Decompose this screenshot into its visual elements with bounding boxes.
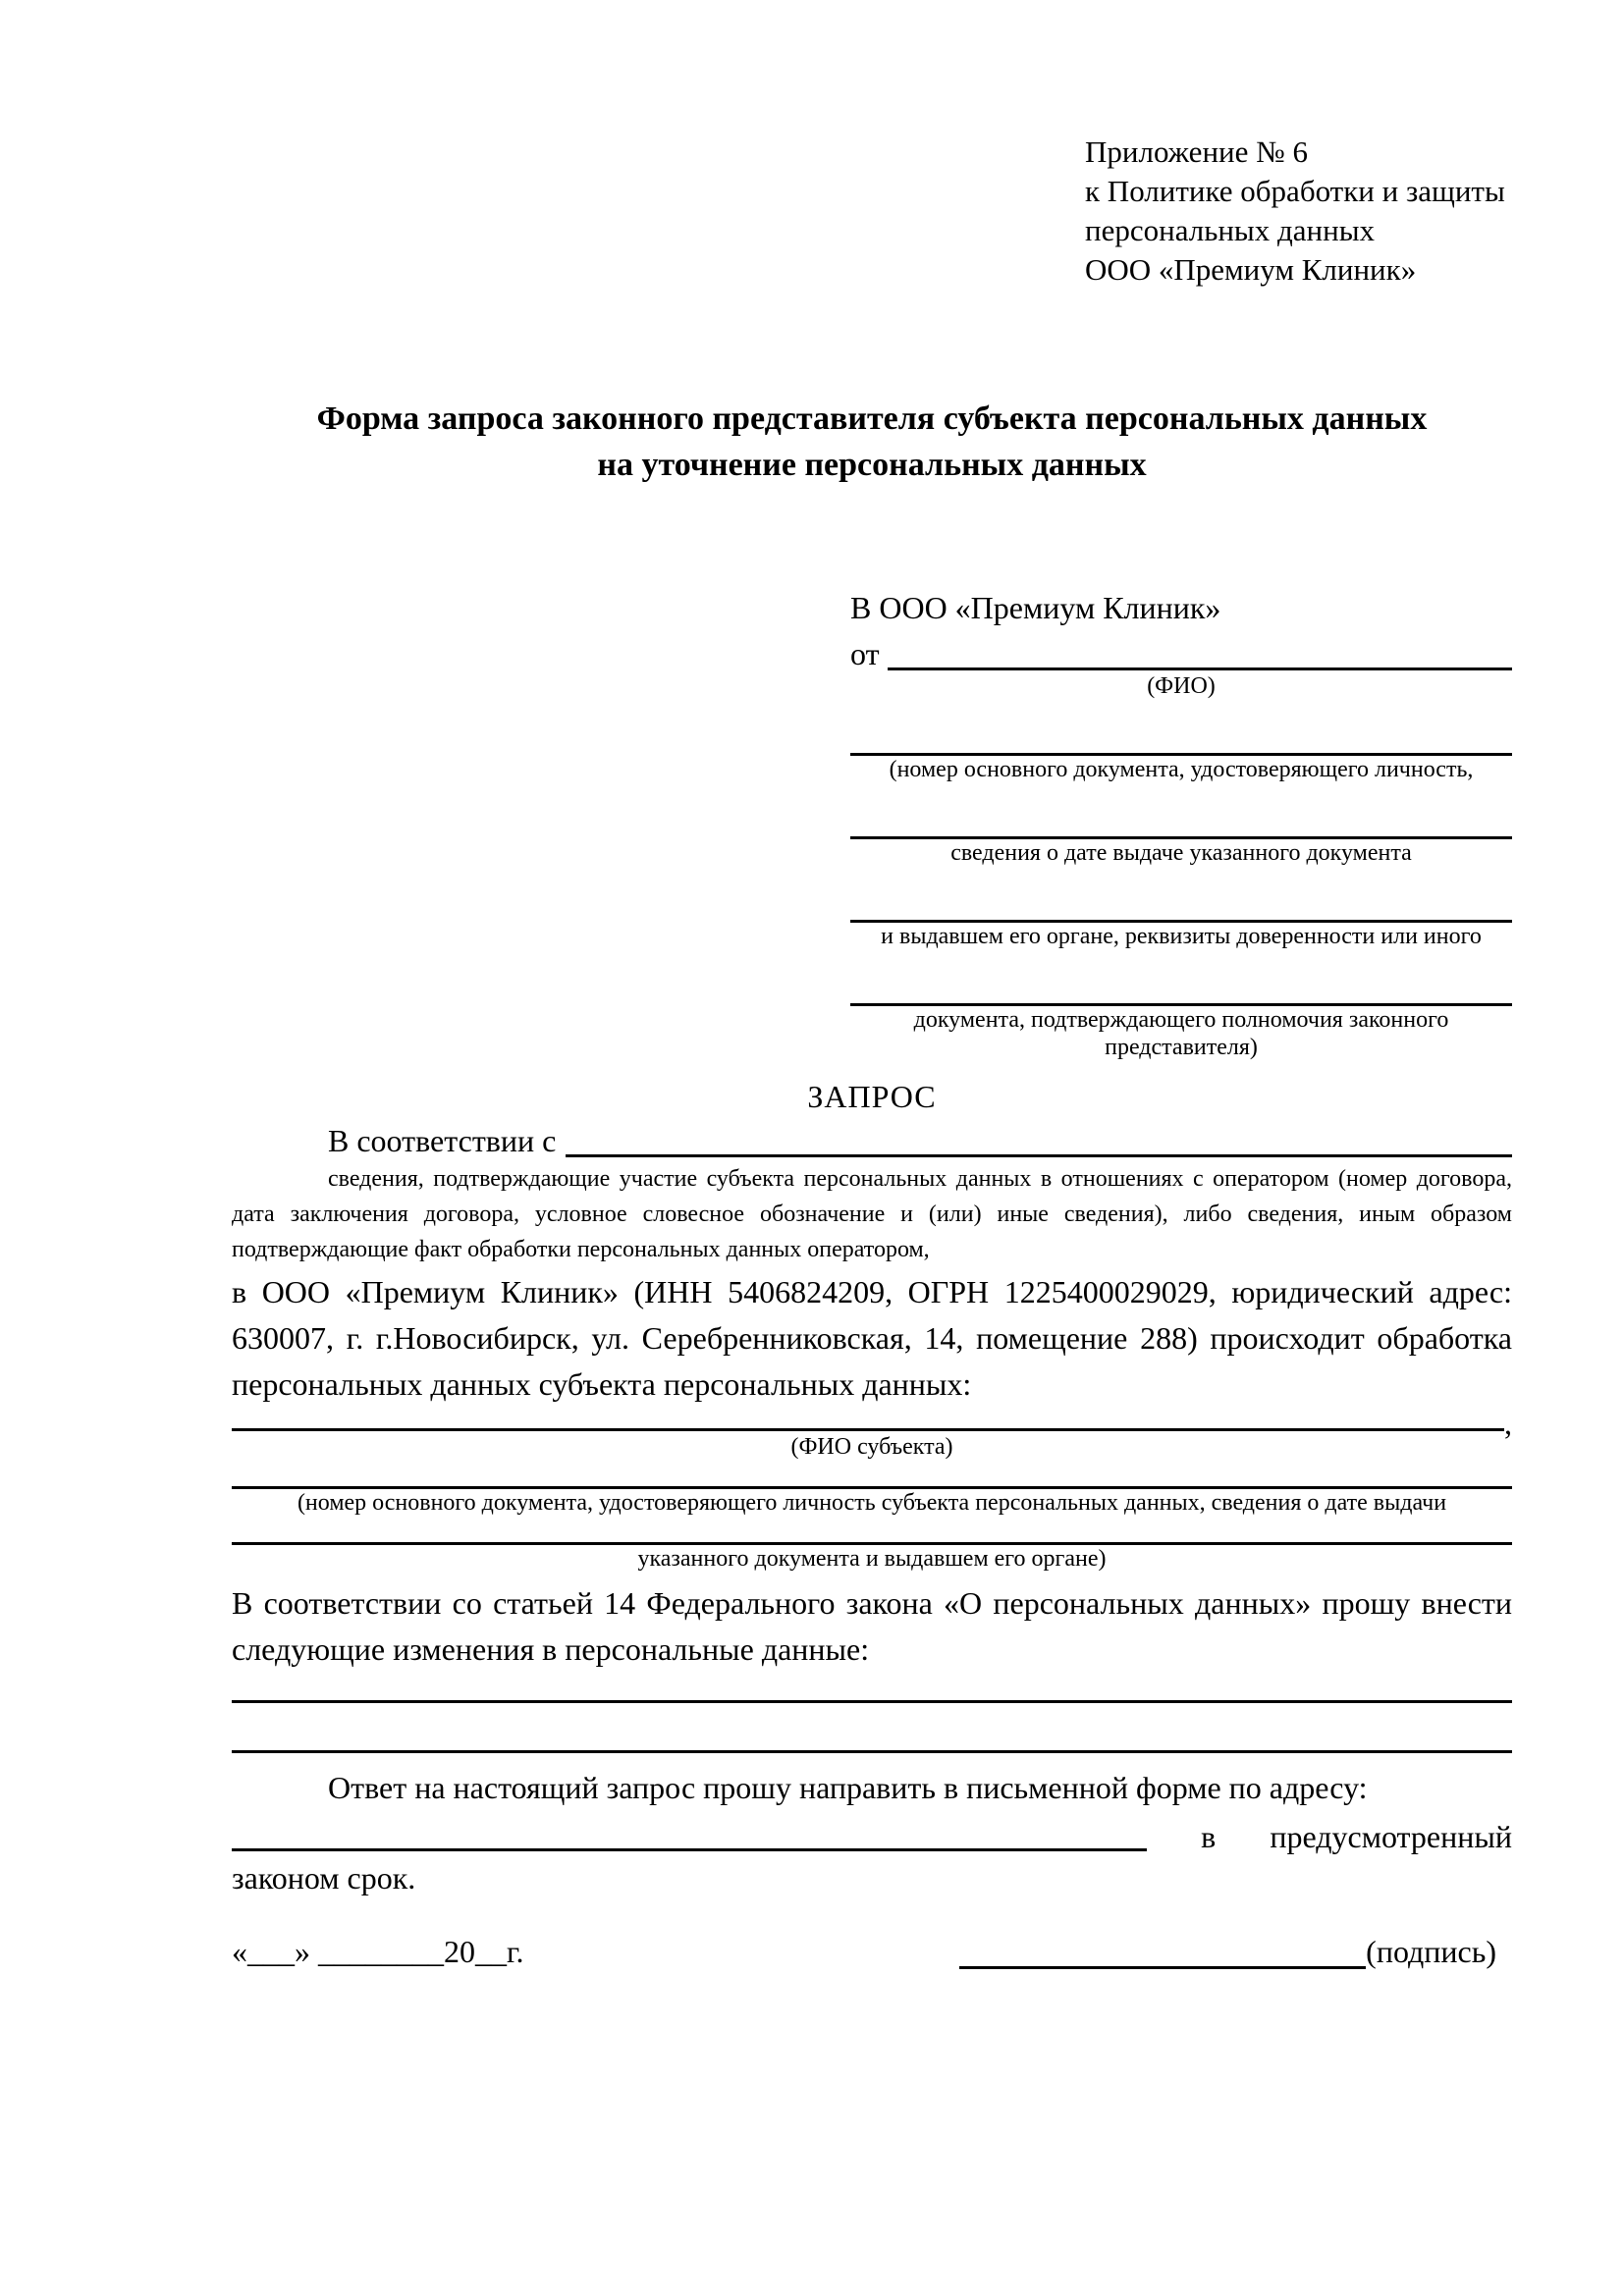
date-blank-field: «___» ________20__г. <box>232 1934 524 1969</box>
addressee-to: В ООО «Премиум Клиник» <box>850 590 1221 625</box>
signature-group <box>959 1930 1496 1973</box>
amendment-fill-line-2 <box>232 1750 1512 1753</box>
reply-address-fill-line <box>232 1848 1147 1851</box>
footer-row <box>232 1930 1512 1973</box>
subject-doc-caption-2: указанного документа и выдавшем его органе) <box>637 1546 1107 1572</box>
doc-number-caption: (номер основного документа, удостоверяющего личность, <box>889 757 1474 782</box>
signature-caption: (подпись) <box>1366 1934 1496 1969</box>
doc-authority-caption: и выдавшем его органе, реквизиты доверенности или иного <box>881 924 1482 949</box>
amendment-paragraph: В соответствии со статьей 14 Федерального закона «О персональных данных» прошу внести следующие изменения в персональные данные: <box>232 1585 1512 1667</box>
document-title <box>232 396 1512 488</box>
subject-fio-fill-line <box>232 1428 1504 1431</box>
subject-fio-caption: (ФИО субъекта) <box>790 1434 953 1460</box>
reply-address-row <box>232 1810 1512 1855</box>
basis-row <box>232 1118 1512 1159</box>
signature-fill-line <box>959 1966 1366 1969</box>
fio-fill-line <box>888 667 1512 670</box>
appendix-line: Приложение № 6 <box>1085 134 1308 169</box>
appendix-line: к Политике обработки и защиты <box>1085 174 1505 208</box>
subject-fio-row <box>232 1406 1512 1441</box>
amendment-fill-line-1 <box>232 1700 1512 1703</box>
addressee-from-row <box>850 629 1512 672</box>
basis-prefix: В соответствии с <box>328 1123 557 1158</box>
appendix-line: ООО «Премиум Клиник» <box>1085 252 1417 287</box>
document-title-line-2: на уточнение персональных данных <box>597 447 1147 483</box>
document-title-line-1: Форма запроса законного представителя субъекта персональных данных <box>316 400 1428 437</box>
addressee-block <box>850 586 1512 1061</box>
reply-paragraph-line-1: Ответ на настоящий запрос прошу направить в письменной форме по адресу: <box>328 1770 1368 1805</box>
operator-paragraph: в ООО «Премиум Клиник» (ИНН 5406824209, ОГРН 1225400029029, юридический адрес: 630007, г. г.Новосибирск, ул. Серебренниковская, 14, помещение 288) происходит обработка персональных данных субъекта персональных данных: <box>232 1274 1512 1402</box>
trailing-comma: , <box>1504 1406 1512 1441</box>
reply-word-1: в <box>1201 1819 1217 1854</box>
document-content <box>232 0 1512 1973</box>
from-label: от <box>850 636 880 671</box>
fio-caption: (ФИО) <box>1147 673 1216 699</box>
appendix-line: персональных данных <box>1085 213 1376 247</box>
doc-issue-date-caption: сведения о дате выдаче указанного документа <box>950 840 1412 866</box>
basis-caption: сведения, подтверждающие участие субъекта персональных данных в отношениях с оператором (номер договора, дата заключения договора, условное словесное обозначение и (или) иные сведения), либо сведения, иным образом подтверждающие факт обработки персональных данных оператором, <box>232 1166 1512 1262</box>
basis-fill-line <box>566 1154 1512 1157</box>
subject-doc-caption-1: (номер основного документа, удостоверяющего личность субъекта персональных данных, сведения о дате выдачи <box>297 1490 1447 1516</box>
request-heading: ЗАПРОС <box>807 1079 937 1114</box>
reply-word-2: предусмотренный <box>1270 1819 1512 1854</box>
reply-paragraph-line-3: законом срок. <box>232 1860 416 1896</box>
representative-authority-caption: документа, подтверждающего полномочия законного представителя) <box>913 1007 1449 1060</box>
appendix-block <box>1085 133 1512 290</box>
